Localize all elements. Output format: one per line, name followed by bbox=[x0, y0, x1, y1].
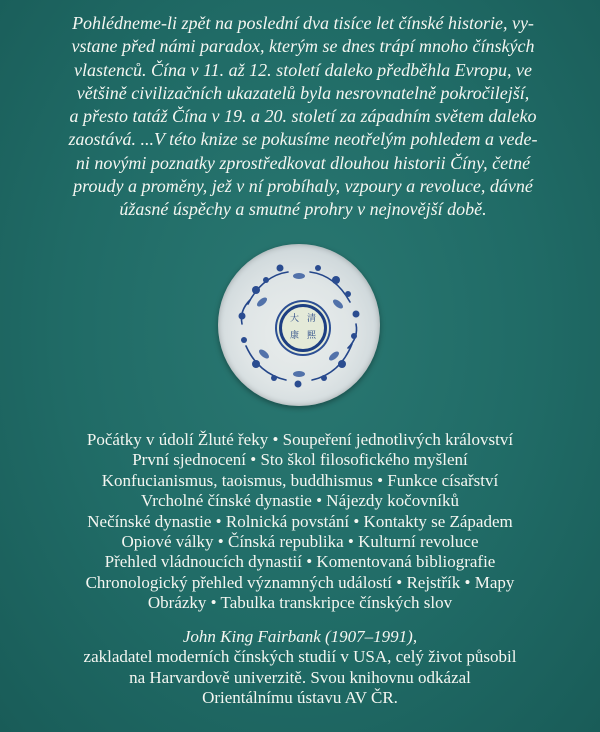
blurb-line: vstane před námi paradox, kterým se dnes trápí mnoho čínských bbox=[71, 36, 535, 57]
blurb-line: zaostává. ...V této knize se pokusíme neotřelým pohledem a vede- bbox=[68, 129, 538, 150]
topic-line: Obrázky • Tabulka transkripce čínských slov bbox=[147, 593, 453, 613]
reign-mark-characters bbox=[286, 311, 320, 345]
author-bio-line: na Harvardově univerzitě. Svou knihovnu odkázal bbox=[129, 667, 471, 687]
topic-line: Chronologický přehled významných událostí • Rejstřík • Mapy bbox=[85, 572, 515, 592]
topic-line: Vrcholné čínské dynastie • Nájezdy kočovníků bbox=[141, 491, 459, 511]
cover-blurb bbox=[48, 12, 558, 222]
blurb-line: ni novými poznatky zprostředkovat dlouhou historii Číny, četné bbox=[75, 152, 531, 173]
author-bio-line: zakladatel moderních čínských studií v USA, celý život působil bbox=[83, 647, 517, 667]
topic-line: Opiové války • Čínská republika • Kulturní revoluce bbox=[121, 532, 479, 552]
author-name: John King Fairbank (1907–1991), bbox=[182, 627, 418, 646]
blurb-line: Pohlédneme-li zpět na poslední dva tisíce let čínské historie, vy- bbox=[72, 13, 534, 33]
blurb-line: úžasné úspěchy a smutné prohry v nejnovější době. bbox=[119, 199, 487, 220]
blurb-line: vlastenců. Čína v 11. až 12. století daleko předběhla Evropu, ve bbox=[74, 59, 532, 80]
porcelain-bowl-image bbox=[210, 244, 390, 410]
author-note bbox=[40, 627, 560, 709]
bowl-base bbox=[218, 244, 380, 406]
seal-character: 清 bbox=[306, 314, 316, 324]
seal-character: 熙 bbox=[306, 331, 316, 341]
topic-line: Konfucianismus, taoismus, buddhismus • Funkce císařství bbox=[101, 470, 499, 490]
reign-mark-seal bbox=[279, 304, 327, 352]
author-bio-line: Orientálnímu ústavu AV ČR. bbox=[202, 688, 398, 708]
topic-line: První sjednocení • Sto škol filosofického myšlení bbox=[132, 450, 468, 470]
topic-line: Přehled vládnoucích dynastií • Komentovaná bibliografie bbox=[104, 552, 496, 572]
contents-topics bbox=[40, 430, 560, 614]
topic-line: Nečínské dynastie • Rolnická povstání • Kontakty se Západem bbox=[87, 511, 513, 531]
blurb-line: většině civilizačních ukazatelů byla nesrovnatelně pokročilejší, bbox=[76, 82, 530, 103]
blurb-line: proudy a proměny, jež v ní probíhaly, vzpoury a revoluce, dávné bbox=[73, 176, 533, 197]
blurb-line: a přesto tatáž Čína v 19. a 20. století za západním světem daleko bbox=[69, 106, 537, 127]
seal-character: 大 bbox=[289, 314, 299, 324]
seal-character: 康 bbox=[289, 331, 299, 341]
topic-line: Počátky v údolí Žluté řeky • Soupeření jednotlivých království bbox=[86, 430, 514, 449]
